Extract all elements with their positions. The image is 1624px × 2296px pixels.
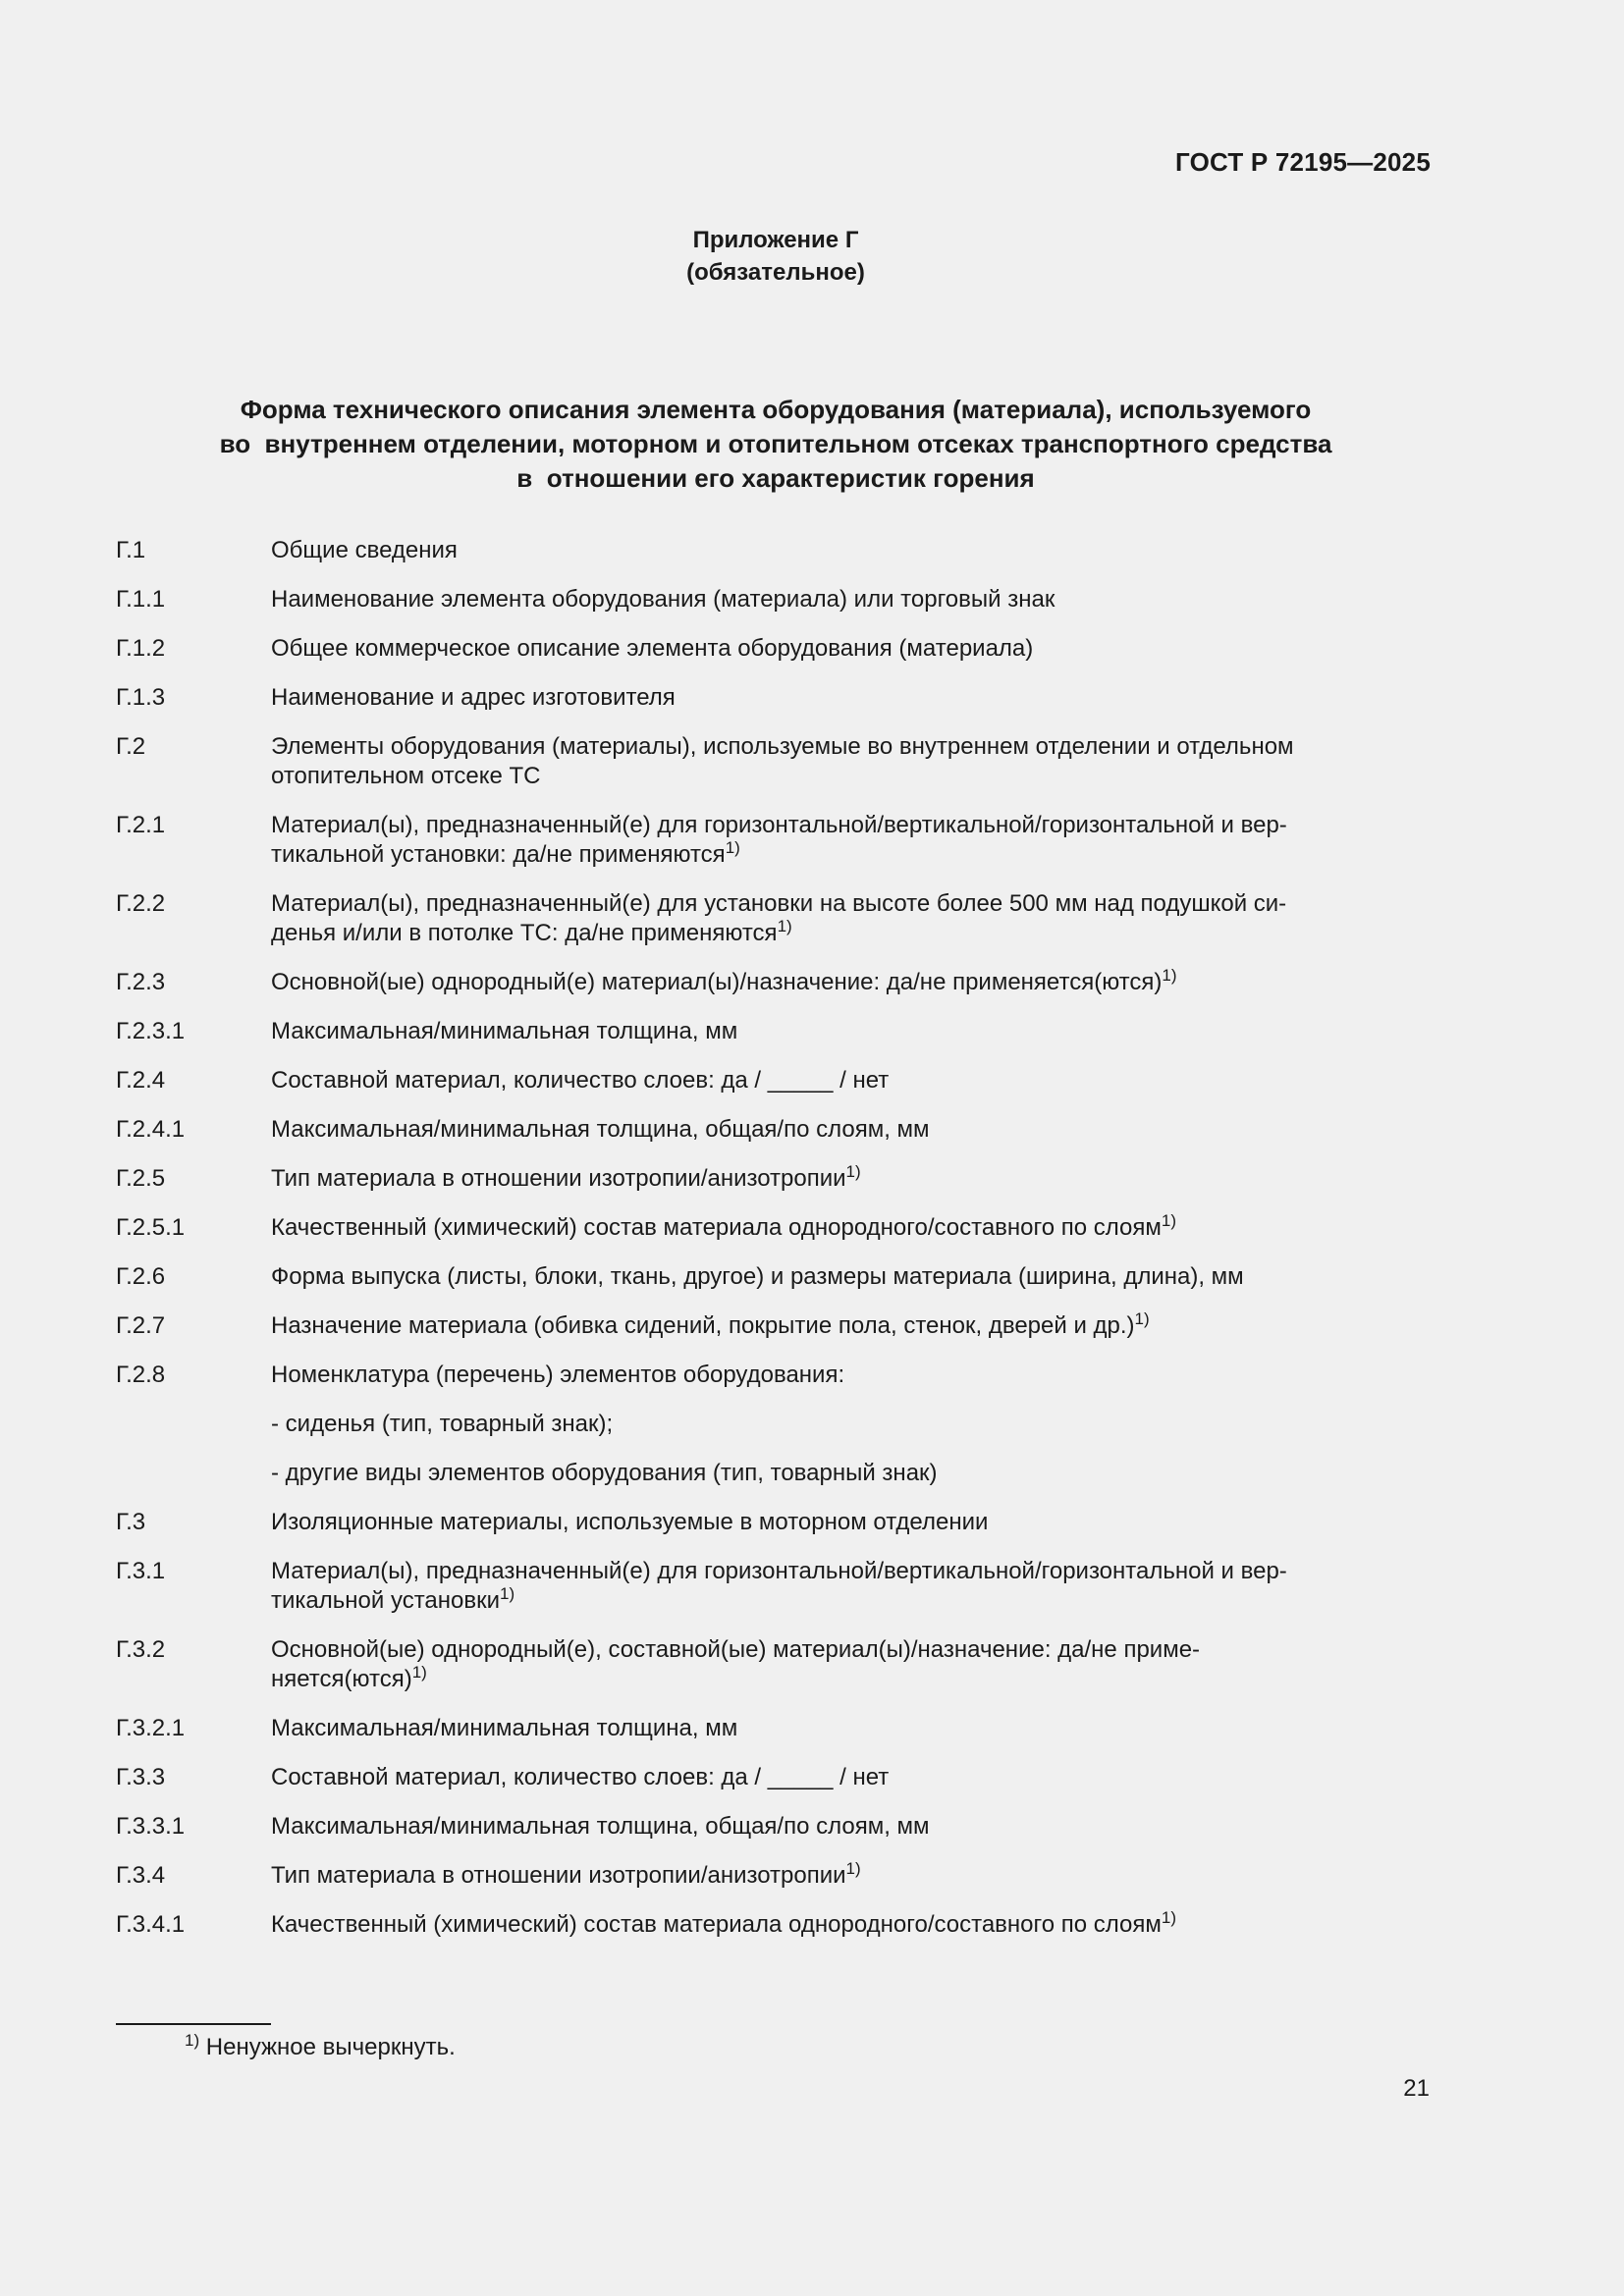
footnote-separator <box>116 2023 271 2025</box>
item-text <box>271 1861 1335 1891</box>
item-number: Г.3.4.1 <box>116 1911 186 1938</box>
form-item <box>116 732 1335 791</box>
item-text-content: Общее коммерческое описание элемента оборудования (материала) <box>271 635 1034 662</box>
item-text-content: Материал(ы), предназначенный(е) для установки на высоте более 500 мм над подушкой си- денья и/или в потолке ТС: да/не применяются <box>271 890 1287 946</box>
item-text-content: - сиденья (тип, товарный знак); <box>271 1411 614 1437</box>
form-item <box>116 1910 1335 1940</box>
item-number: Г.2.4 <box>116 1067 166 1094</box>
form-item <box>116 1459 1335 1488</box>
form-item <box>116 1311 1335 1341</box>
item-text-content: Общие сведения <box>271 537 458 563</box>
form-item <box>116 1812 1335 1842</box>
item-text <box>271 889 1335 948</box>
form-title-line: во внутреннем отделении, моторном и отопительном отсеках транспортного средства <box>219 429 1332 458</box>
footnote <box>185 2032 456 2063</box>
footnote-text: Ненужное вычеркнуть. <box>199 2034 456 2060</box>
form-item <box>116 1410 1335 1439</box>
item-text <box>271 1361 1335 1390</box>
form-item <box>116 1262 1335 1292</box>
item-text <box>271 1910 1335 1940</box>
form-item <box>116 1508 1335 1537</box>
item-number: Г.2.4.1 <box>116 1116 186 1143</box>
form-item <box>116 1115 1335 1145</box>
form-item <box>116 1861 1335 1891</box>
footnote-ref: 1) <box>845 1859 861 1878</box>
item-text <box>271 732 1335 791</box>
item-number: Г.2.8 <box>116 1362 166 1388</box>
form-item <box>116 536 1335 565</box>
form-item <box>116 1213 1335 1243</box>
footnote-ref: 1) <box>777 917 792 935</box>
form-title <box>0 393 1551 496</box>
form-title-line: в отношении его характеристик горения <box>516 463 1035 493</box>
form-item <box>116 585 1335 614</box>
item-text-content: Тип материала в отношении изотропии/анизотропии <box>271 1862 846 1889</box>
item-number <box>116 1459 271 1488</box>
footnote-ref: 1) <box>1162 966 1177 985</box>
item-number: Г.1 <box>116 537 146 563</box>
item-text-content: Назначение материала (обивка сидений, покрытие пола, стенок, дверей и др.) <box>271 1312 1135 1339</box>
item-text <box>271 1508 1335 1537</box>
form-title-line: Форма технического описания элемента оборудования (материала), используемого <box>240 395 1312 424</box>
item-text <box>271 536 1335 565</box>
footnote-ref: 1) <box>845 1162 861 1181</box>
form-item <box>116 634 1335 664</box>
page-number: 21 <box>1403 2075 1430 2102</box>
item-text-content: Форма выпуска (листы, блоки, ткань, другое) и размеры материала (ширина, длина), мм <box>271 1263 1244 1290</box>
item-text-content: Качественный (химический) состав материала однородного/составного по слоям <box>271 1214 1162 1241</box>
item-text-content: Тип материала в отношении изотропии/анизотропии <box>271 1165 846 1192</box>
footnote-ref: 1) <box>725 838 740 857</box>
item-number: Г.3.3 <box>116 1764 166 1790</box>
form-items-list <box>116 536 1335 1959</box>
item-text <box>271 811 1335 870</box>
item-number: Г.2.3 <box>116 969 166 995</box>
item-number: Г.2 <box>116 733 146 760</box>
item-text-content: - другие виды элементов оборудования (тип, товарный знак) <box>271 1460 938 1486</box>
item-text-content: Основной(ые) однородный(е), составной(ые) материал(ы)/назначение: да/не приме- няется(ются) <box>271 1636 1201 1692</box>
item-number: Г.3 <box>116 1509 146 1535</box>
item-number: Г.2.5.1 <box>116 1214 186 1241</box>
item-number: Г.3.1 <box>116 1558 166 1584</box>
item-text-content: Элементы оборудования (материалы), используемые во внутреннем отделении и отдельном отопительном отсеке ТС <box>271 733 1294 789</box>
item-number: Г.2.3.1 <box>116 1018 186 1044</box>
footnote-ref: 1) <box>1161 1211 1177 1230</box>
form-item <box>116 1557 1335 1616</box>
form-item <box>116 1164 1335 1194</box>
item-text-content: Максимальная/минимальная толщина, мм <box>271 1018 738 1044</box>
item-number: Г.3.2.1 <box>116 1715 186 1741</box>
item-number: Г.3.2 <box>116 1636 166 1663</box>
form-item <box>116 889 1335 948</box>
item-text-content: Составной материал, количество слоев: да / _____ / нет <box>271 1067 890 1094</box>
item-text-content: Изоляционные материалы, используемые в моторном отделении <box>271 1509 989 1535</box>
item-number: Г.3.4 <box>116 1862 166 1889</box>
footnote-ref: 1) <box>1161 1908 1177 1927</box>
form-item <box>116 1763 1335 1792</box>
document-code: ГОСТ Р 72195—2025 <box>1175 147 1431 177</box>
item-text <box>271 1812 1335 1842</box>
item-text <box>271 1262 1335 1292</box>
item-text <box>271 634 1335 664</box>
footnote-mark: 1) <box>185 2031 200 2050</box>
item-text <box>271 1763 1335 1792</box>
form-item <box>116 1714 1335 1743</box>
item-text <box>271 968 1335 997</box>
item-text-content: Основной(ые) однородный(е) материал(ы)/назначение: да/не применяется(ются) <box>271 969 1163 995</box>
item-text <box>271 1066 1335 1095</box>
item-text-content: Материал(ы), предназначенный(е) для горизонтальной/вертикальной/горизонтальной и вер- тикальной установки <box>271 1558 1287 1614</box>
item-text <box>271 1017 1335 1046</box>
form-item <box>116 683 1335 713</box>
appendix-status: (обязательное) <box>686 259 865 286</box>
item-text-content: Максимальная/минимальная толщина, общая/по слоям, мм <box>271 1116 930 1143</box>
appendix-label: Приложение Г <box>692 227 859 253</box>
form-item <box>116 1361 1335 1390</box>
item-text-content: Наименование элемента оборудования (материала) или торговый знак <box>271 586 1056 613</box>
item-text <box>271 1164 1335 1194</box>
item-number: Г.3.3.1 <box>116 1813 186 1840</box>
footnote-ref: 1) <box>411 1663 427 1682</box>
item-number: Г.2.6 <box>116 1263 166 1290</box>
item-text <box>271 683 1335 713</box>
item-text <box>271 1410 1335 1439</box>
item-text-content: Качественный (химический) состав материала однородного/составного по слоям <box>271 1911 1162 1938</box>
item-number: Г.2.1 <box>116 812 166 838</box>
item-number: Г.2.5 <box>116 1165 166 1192</box>
item-text <box>271 1557 1335 1616</box>
item-text <box>271 1635 1335 1694</box>
item-text <box>271 1459 1335 1488</box>
form-item <box>116 811 1335 870</box>
item-text <box>271 1714 1335 1743</box>
item-text-content: Максимальная/минимальная толщина, мм <box>271 1715 738 1741</box>
form-item <box>116 1066 1335 1095</box>
item-text-content: Номенклатура (перечень) элементов оборудования: <box>271 1362 845 1388</box>
item-text <box>271 1311 1335 1341</box>
item-text-content: Материал(ы), предназначенный(е) для горизонтальной/вертикальной/горизонтальной и вер- тикальной установки: да/не применяются <box>271 812 1287 868</box>
footnote-ref: 1) <box>500 1584 515 1603</box>
item-number: Г.1.1 <box>116 586 166 613</box>
item-number: Г.2.7 <box>116 1312 166 1339</box>
item-number <box>116 1410 271 1439</box>
footnote-ref: 1) <box>1134 1309 1150 1328</box>
appendix-heading <box>0 224 1551 289</box>
item-text <box>271 1213 1335 1243</box>
form-item <box>116 968 1335 997</box>
item-text <box>271 1115 1335 1145</box>
form-item <box>116 1635 1335 1694</box>
item-text <box>271 585 1335 614</box>
form-item <box>116 1017 1335 1046</box>
item-number: Г.1.2 <box>116 635 166 662</box>
item-text-content: Составной материал, количество слоев: да / _____ / нет <box>271 1764 890 1790</box>
item-text-content: Наименование и адрес изготовителя <box>271 684 676 711</box>
item-number: Г.1.3 <box>116 684 166 711</box>
item-text-content: Максимальная/минимальная толщина, общая/по слоям, мм <box>271 1813 930 1840</box>
item-number: Г.2.2 <box>116 890 166 917</box>
